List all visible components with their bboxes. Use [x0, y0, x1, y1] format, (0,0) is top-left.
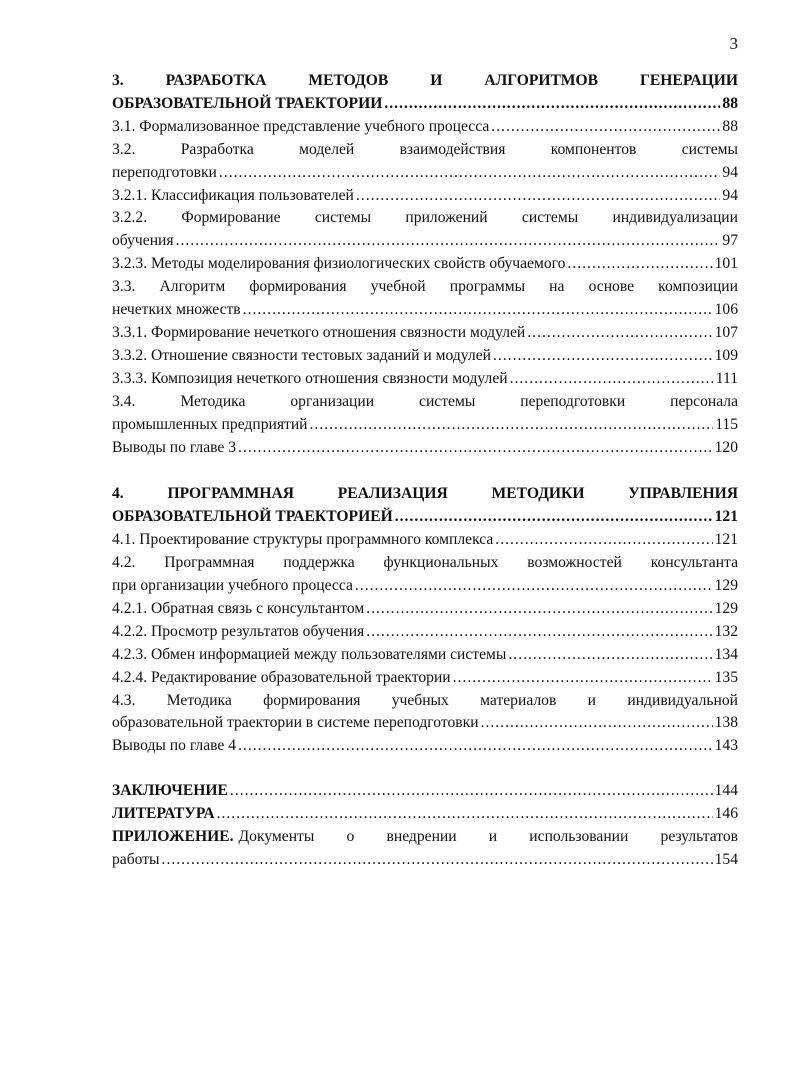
toc-entry-title: 3.3.2. Отношение связности тестовых заданий и модулей: [112, 346, 491, 364]
dot-leader: [219, 162, 721, 185]
toc-entry-title-line2: обучения: [112, 232, 174, 250]
page-ref: 138: [714, 714, 738, 732]
page-ref: 109: [714, 346, 738, 364]
toc-entry-4-2-3[interactable]: [112, 644, 738, 667]
toc-entry-3-3-2[interactable]: [112, 345, 738, 368]
toc-entry-3-3-1[interactable]: [112, 322, 738, 345]
toc-entry-title-line2: при организации учебного процесса: [112, 577, 353, 595]
page-ref: 121: [714, 531, 738, 549]
page-ref: 94: [722, 186, 738, 204]
page-ref: 106: [714, 301, 738, 319]
toc-entry-3-3-3[interactable]: [112, 368, 738, 391]
toc-entry-3-1[interactable]: [112, 116, 738, 139]
page-ref: 107: [714, 323, 738, 341]
appendix-title-line2: работы: [112, 851, 160, 868]
page-number: 3: [729, 34, 738, 53]
dot-leader: [217, 803, 713, 826]
toc-entry-4-1[interactable]: [112, 529, 738, 552]
page-ref: 101: [714, 255, 738, 273]
toc-entry-title: 3.3.3. Композиция нечеткого отношения связности модулей: [112, 369, 508, 387]
page-ref: 132: [714, 622, 738, 640]
toc-entry-title: 3.3.1. Формирование нечеткого отношения связности модулей: [112, 323, 526, 341]
toc-entry-title-line2: нечетких множеств: [112, 301, 241, 319]
page-ref: 115: [715, 415, 738, 433]
page-ref: 129: [714, 599, 738, 617]
toc-entry-title-line2: промышленных предприятий: [112, 415, 308, 433]
dot-leader: [491, 116, 720, 139]
page-ref: 121: [714, 508, 738, 526]
toc-entry-title: 3.2.1. Классификация пользователей: [112, 186, 354, 204]
chapter-4-section: [112, 483, 738, 758]
toc-entry-conclusions-3[interactable]: [112, 437, 738, 460]
toc-entry-conclusions-4[interactable]: [112, 735, 738, 758]
page-ref: 129: [714, 577, 738, 595]
dot-leader: [355, 575, 713, 598]
toc-entry-4-2-1[interactable]: [112, 598, 738, 621]
toc-entry-3-2[interactable]: [112, 139, 738, 185]
page-ref: 88: [722, 94, 738, 112]
page-ref: 120: [714, 438, 738, 456]
toc-entry-title: 4.1. Проектирование структуры программного комплекса: [112, 531, 494, 549]
chapter-4-heading-line1: 4. ПРОГРАММНАЯ РЕАЛИЗАЦИЯ МЕТОДИКИ УПРАВЛЕНИЯ: [112, 485, 738, 503]
toc-entry-title-line1: 3.2.2. Формирование системы приложений системы индивидуализации: [112, 209, 738, 227]
toc-entry-3-2-3[interactable]: [112, 253, 738, 276]
chapter-4-heading[interactable]: [112, 483, 738, 529]
toc-entry-title: Выводы по главе 4: [112, 737, 237, 755]
dot-leader: [527, 322, 712, 345]
toc-entry-title-line1: 3.3. Алгоритм формирования учебной программы на основе композиции: [112, 278, 738, 296]
toc-entry-title-line1: 4.2. Программная поддержка функциональных возможностей консультанта: [112, 554, 738, 572]
toc-entry-title: 4.2.1. Обратная связь с консультантом: [112, 599, 365, 617]
dot-leader: [493, 345, 713, 368]
toc-entry-title-line1: 3.2. Разработка моделей взаимодействия компонентов системы: [112, 140, 738, 158]
dot-leader: [567, 253, 712, 276]
page-ref: 97: [722, 232, 738, 250]
dot-leader: [310, 414, 714, 437]
page-ref: 88: [722, 117, 738, 135]
toc-entry-title-line2: образовательной траектории в системе переподготовки: [112, 714, 479, 732]
toc-entry-appendix[interactable]: [112, 826, 738, 872]
dot-leader: [176, 230, 721, 253]
dot-leader: [230, 780, 713, 803]
toc-entry-title-line1: 3.4. Методика организации системы переподготовки персонала: [112, 392, 738, 410]
page-ref: 146: [714, 805, 738, 823]
table-of-contents: [112, 70, 738, 872]
page-ref: 94: [722, 163, 738, 181]
toc-entry-title: 4.2.4. Редактирование образовательной траектории: [112, 668, 451, 686]
dot-leader: [238, 437, 713, 460]
chapter-3-section: [112, 70, 738, 459]
toc-entry-title: 4.2.3. Обмен информацией между пользователями системы: [112, 645, 507, 663]
page-ref: 135: [714, 668, 738, 686]
toc-entry-3-4[interactable]: [112, 391, 738, 437]
dot-leader: [366, 621, 712, 644]
toc-entry-title-line2: переподготовки: [112, 163, 217, 181]
toc-entry-4-2[interactable]: [112, 552, 738, 598]
final-sections: [112, 780, 738, 872]
dot-leader: [366, 598, 712, 621]
toc-entry-4-2-2[interactable]: [112, 621, 738, 644]
toc-entry-title: 3.1. Формализованное представление учебного процесса: [112, 117, 490, 135]
dot-leader: [481, 712, 713, 735]
toc-entry-title: ЛИТЕРАТУРА: [112, 805, 215, 823]
toc-entry-literature[interactable]: [112, 803, 738, 826]
dot-leader: [384, 93, 720, 116]
toc-entry-3-2-2[interactable]: [112, 207, 738, 253]
dot-leader: [356, 185, 721, 208]
dot-leader: [243, 299, 713, 322]
page-ref: 144: [714, 782, 738, 800]
page-ref: 111: [715, 369, 738, 387]
chapter-4-heading-line2: ОБРАЗОВАТЕЛЬНОЙ ТРАЕКТОРИЕЙ: [112, 508, 393, 526]
dot-leader: [395, 506, 713, 529]
toc-entry-title: 4.2.2. Просмотр результатов обучения: [112, 622, 365, 640]
dot-leader: [510, 368, 714, 391]
page-ref: 143: [714, 737, 738, 755]
toc-entry-3-3[interactable]: [112, 276, 738, 322]
toc-entry-title: Выводы по главе 3: [112, 438, 237, 456]
dot-leader: [162, 849, 713, 872]
chapter-3-heading-line1: 3. РАЗРАБОТКА МЕТОДОВ И АЛГОРИТМОВ ГЕНЕРАЦИИ: [112, 72, 738, 89]
dot-leader: [453, 667, 713, 690]
toc-entry-4-3[interactable]: [112, 690, 738, 736]
toc-entry-title-line1: 4.3. Методика формирования учебных материалов и индивидуальной: [112, 691, 738, 709]
dot-leader: [508, 644, 712, 667]
chapter-3-heading-line2: ОБРАЗОВАТЕЛЬНОЙ ТРАЕКТОРИИ: [112, 94, 383, 112]
toc-entry-3-2-1[interactable]: [112, 185, 738, 208]
page-ref: 134: [714, 645, 738, 663]
dot-leader: [238, 735, 713, 758]
appendix-lead: ПРИЛОЖЕНИЕ.: [112, 828, 234, 846]
toc-entry-title: 3.2.3. Методы моделирования физиологических свойств обучаемого: [112, 255, 566, 273]
toc-entry-title: ЗАКЛЮЧЕНИЕ: [112, 782, 228, 800]
toc-entry-4-2-4[interactable]: [112, 667, 738, 690]
appendix-title-line1: Документы о внедрении и использовании результатов: [238, 828, 738, 846]
page-ref: 154: [714, 851, 738, 868]
toc-entry-conclusion[interactable]: [112, 780, 738, 803]
dot-leader: [495, 529, 712, 552]
chapter-3-heading[interactable]: [112, 70, 738, 116]
